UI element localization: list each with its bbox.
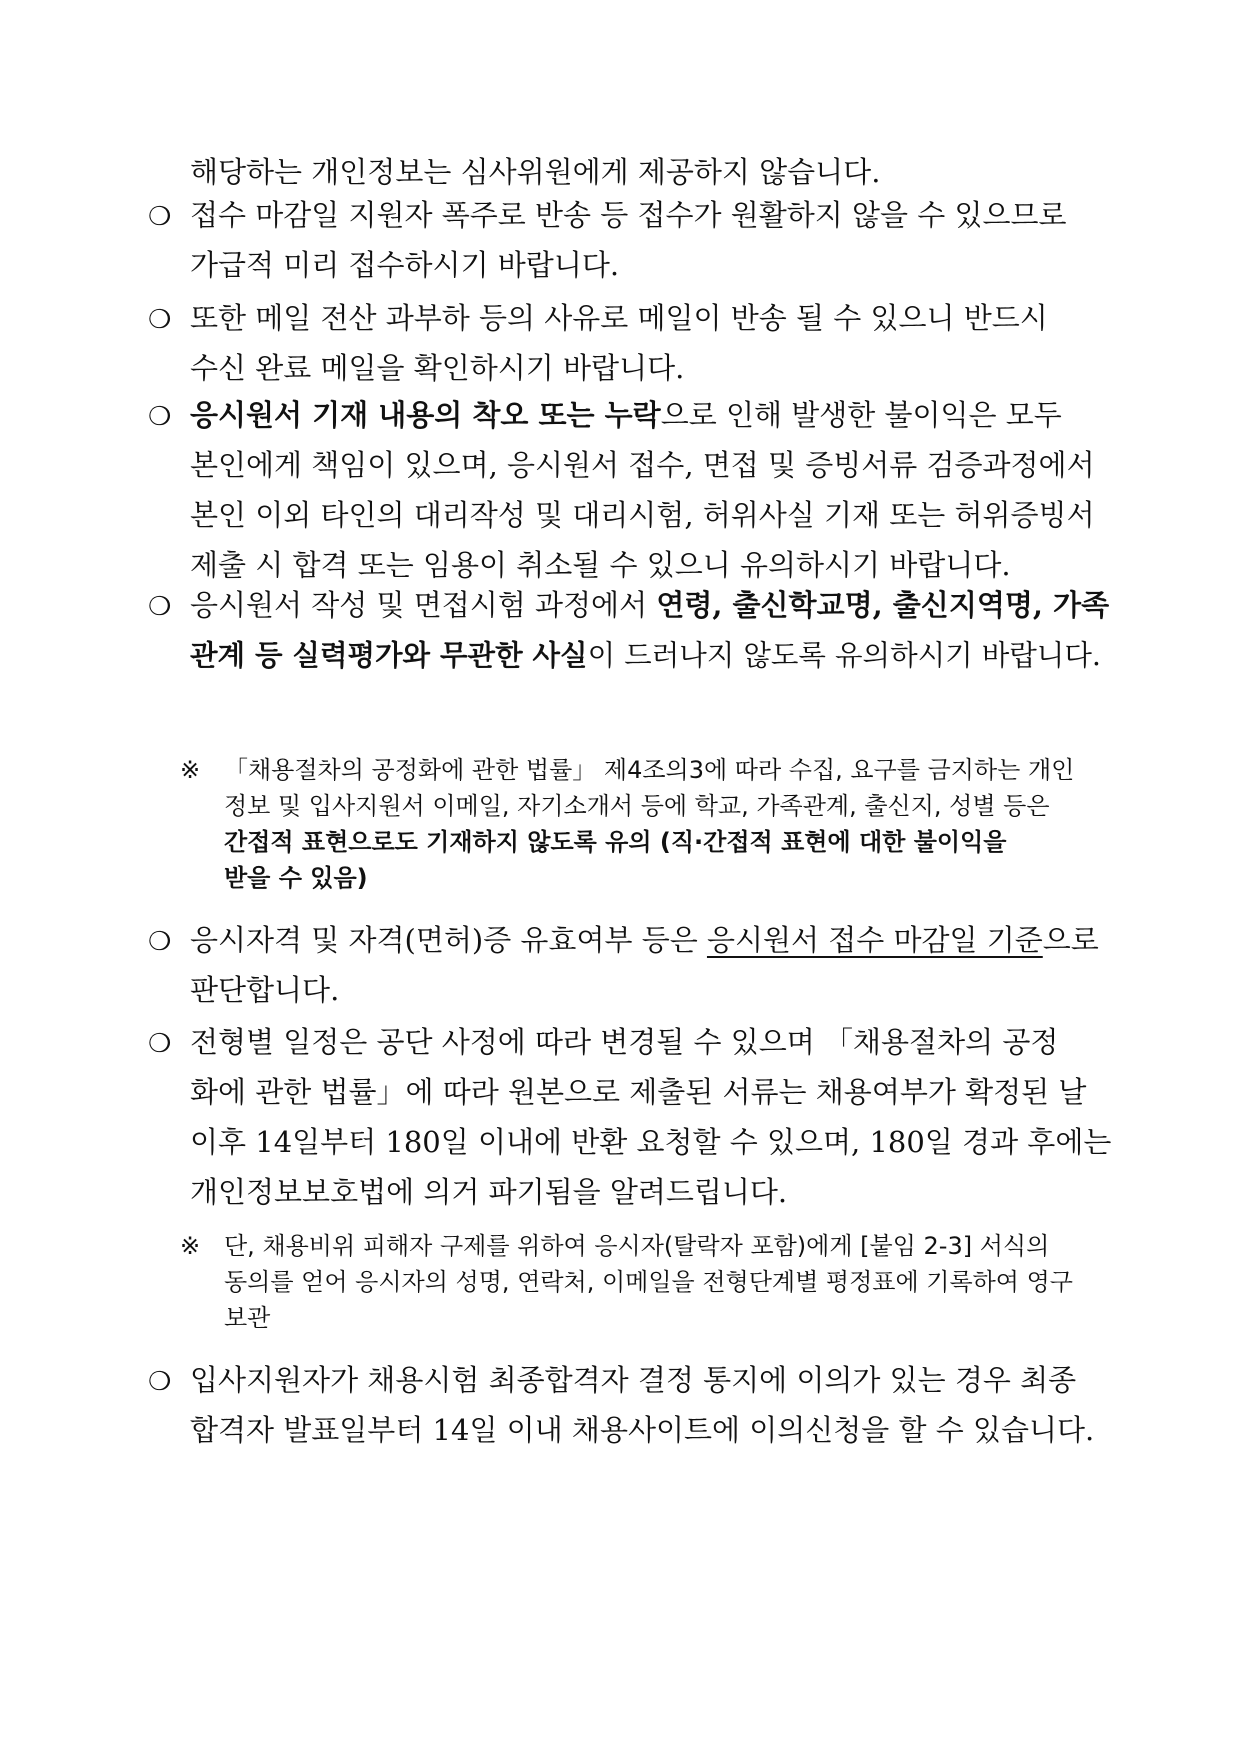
- text-line: 정보 및 입사지원서 이메일, 자기소개서 등에 학교, 가족관계, 출신지, 성별 등은: [224, 792, 1050, 820]
- circle-bullet-icon: ❍: [148, 202, 172, 232]
- text-line: 접수 마감일 지원자 폭주로 반송 등 접수가 원활하지 않을 수 있으므로: [190, 198, 1067, 232]
- text-line: 본인 이외 타인의 대리작성 및 대리시험, 허위사실 기재 또는 허위증빙서: [190, 498, 1095, 532]
- text: 으로 인해 발생한 불이익은 모두: [660, 398, 1062, 432]
- paragraph-objection: [148, 1355, 1113, 1455]
- circle-bullet-icon: ❍: [148, 1029, 172, 1059]
- text-line: 또한 메일 전산 과부하 등의 사유로 메일이 반송 될 수 있으니 반드시: [190, 301, 1048, 335]
- text-line: 합격자 발표일부터 14일 이내 채용사이트에 이의신청을 할 수 있습니다.: [190, 1413, 1095, 1447]
- underlined-text: 응시원서 접수 마감일 기준: [706, 923, 1043, 957]
- paragraph-mail-overload: [148, 293, 1113, 393]
- circle-bullet-icon: ❍: [148, 927, 172, 957]
- text-line: 보관: [224, 1304, 271, 1332]
- paragraph-deadline-rush: [148, 190, 1113, 290]
- text: 입사지원자가 채용시험 최종합격자 결정 통지에 이의가 있는 경우 최종: [190, 1363, 1077, 1397]
- text-line: 본인에게 책임이 있으며, 응시원서 접수, 면접 및 증빙서류 검증과정에서: [190, 448, 1095, 482]
- text: 전형별 일정은 공단 사정에 따라 변경될 수 있으며 「채용절차의 공정: [190, 1025, 1059, 1059]
- text-line: 판단합니다.: [190, 973, 340, 1007]
- text: 이 드러나지 않도록 유의하시기 바랍니다.: [587, 639, 1101, 672]
- paragraph-irrelevant-facts: [148, 580, 1113, 680]
- note-victim-relief: [180, 1228, 1115, 1336]
- paragraph-application-errors: [148, 390, 1113, 590]
- circle-bullet-icon: ❍: [148, 402, 172, 432]
- bold-text-line: 간접적 표현으로도 기재하지 않도록 유의 (직·간접적 표현에 대한 불이익을: [224, 828, 1007, 856]
- text: 「채용절차의 공정화에 관한 법률」 제4조의3에 따라 수집, 요구를 금지하는 개인: [224, 756, 1075, 784]
- bold-text-line: 받을 수 있음): [224, 864, 368, 892]
- text: 으로: [1042, 923, 1099, 957]
- text-line: 이후 14일부터 180일 이내에 반환 요청할 수 있으며, 180일 경과 후에는: [190, 1125, 1112, 1159]
- text: 응시자격 및 자격(면허)증 유효여부 등은: [190, 923, 707, 957]
- text-line: 동의를 얻어 응시자의 성명, 연락처, 이메일을 전형단계별 평정표에 기록하여 영구: [224, 1268, 1073, 1296]
- bold-text: 응시원서 기재 내용의 착오 또는 누락: [190, 398, 661, 432]
- circle-bullet-icon: ❍: [148, 1367, 172, 1397]
- circle-bullet-icon: ❍: [148, 305, 172, 335]
- text-line: 제출 시 합격 또는 임용이 취소될 수 있으니 유의하시기 바랍니다.: [190, 548, 1011, 582]
- text-line: 개인정보보호법에 의거 파기됨을 알려드립니다.: [190, 1175, 788, 1209]
- text: 응시원서 작성 및 면접시험 과정에서: [190, 588, 657, 622]
- bold-text: 연령, 출신학교명, 출신지역명, 가족: [656, 588, 1110, 622]
- circle-bullet-icon: ❍: [148, 592, 172, 622]
- note-fair-hiring-law: [180, 752, 1115, 896]
- text-line: 해당하는 개인정보는 심사위원에게 제공하지 않습니다.: [190, 155, 881, 189]
- reference-mark-icon: ※: [180, 756, 201, 784]
- text-line: 가급적 미리 접수하시기 바랍니다.: [190, 248, 620, 282]
- paragraph-schedule-document-return: [148, 1017, 1113, 1217]
- paragraph-qualification-basis: [148, 915, 1113, 1015]
- reference-mark-icon: ※: [180, 1232, 201, 1260]
- bold-text: 관계 등 실력평가와 무관한 사실: [190, 638, 588, 672]
- text: 단, 채용비위 피해자 구제를 위하여 응시자(탈락자 포함)에게 [붙임 2-3] 서식의: [224, 1232, 1050, 1260]
- text-line: 화에 관한 법률」에 따라 원본으로 제출된 서류는 채용여부가 확정된 날: [190, 1075, 1087, 1109]
- text-line: 수신 완료 메일을 확인하시기 바랍니다.: [190, 351, 685, 385]
